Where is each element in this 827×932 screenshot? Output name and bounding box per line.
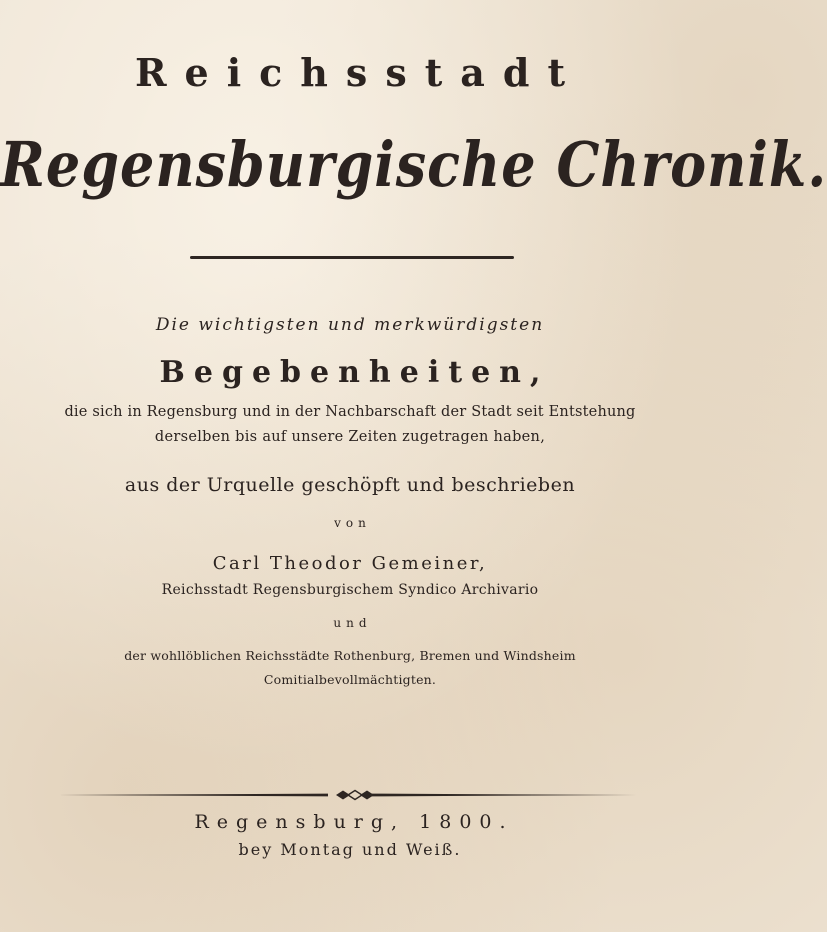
- imprint-place-year: Regensburg, 1800.: [194, 811, 514, 833]
- subtitle-line-1: Die wichtigsten und merkwürdigsten: [155, 315, 545, 335]
- imprint-divider-ornament: [58, 788, 640, 802]
- subtitle-line-5: aus der Urquelle geschöpft und beschrieben: [124, 474, 576, 496]
- author-and: und: [333, 616, 372, 630]
- title-line-1: Reichsstadt: [134, 50, 584, 95]
- subtitle-by: von: [334, 516, 371, 530]
- title-divider-rule: [190, 256, 514, 259]
- subtitle-line-4: derselben bis auf unsere Zeiten zugetragen haben,: [154, 429, 546, 445]
- author-extra-line-2: Comitialbevollmächtigten.: [263, 672, 437, 687]
- subtitle-line-2: Begebenheiten,: [159, 355, 550, 390]
- imprint-publisher: bey Montag und Weiß.: [238, 840, 462, 859]
- subtitle-line-3: die sich in Regensburg und in der Nachbarschaft der Stadt seit Entstehung: [64, 404, 636, 420]
- title-line-2: Regensburgische Chronik.: [0, 127, 827, 201]
- author-role: Reichsstadt Regensburgischem Syndico Archivario: [161, 582, 539, 598]
- author-extra-line-1: der wohllöblichen Reichsstädte Rothenburg, Bremen und Windsheim: [124, 648, 576, 663]
- author-name: Carl Theodor Gemeiner,: [212, 553, 488, 574]
